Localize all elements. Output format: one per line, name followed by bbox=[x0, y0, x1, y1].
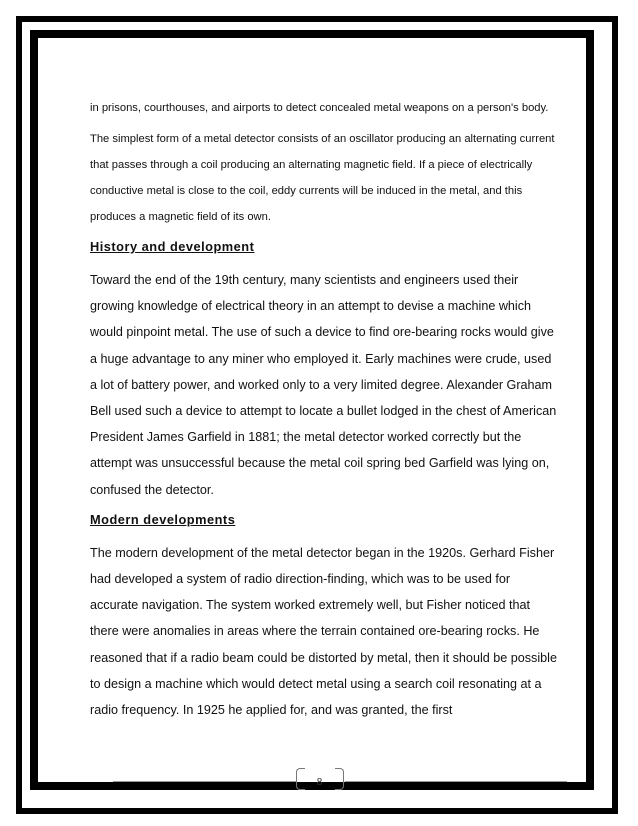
footer-rule-left bbox=[113, 781, 296, 782]
modern-paragraph: The modern development of the metal detector began in the 1920s. Gerhard Fisher had developed a system of radio direction-finding, which was to be used for accurate navigation. The system worked extremely well, but Fisher noticed that there were anomalies in areas where the terrain contained ore-bearing rocks. He reasoned that if a radio beam could be distorted by metal, then it should be possible to design a machine which would detect metal using a search coil resonating at a radio frequency. In 1925 he applied for, and was granted, the first bbox=[90, 545, 557, 718]
history-paragraph: Toward the end of the 19th century, many scientists and engineers used their growing knowledge of electrical theory in an attempt to devise a machine which would pinpoint metal. The use of such a device to find ore-bearing rocks would give a huge advantage to any miner who employed it. Early machines were crude, used a lot of battery power, and worked only to a very limited degree. Alexander Graham Bell used such a device to attempt to locate a bullet lodged in the chest of American President James Garfield in 1881; the metal detector worked correctly but the attempt was unsuccessful because the metal coil spring bed Garfield was lying on, confused the detector. bbox=[90, 273, 557, 497]
modern-heading: Modern developments bbox=[90, 511, 236, 527]
page-number: 8 bbox=[316, 777, 323, 788]
page-content bbox=[90, 95, 560, 729]
intro-paragraph-1: in prisons, courthouses, and airports to detect concealed metal weapons on a person's body. bbox=[90, 102, 549, 114]
intro-paragraph-2: The simplest form of a metal detector consists of an oscillator producing an alternating current that passes through a coil producing an alternating magnetic field. If a piece of electrically conductive metal is close to the coil, eddy currents will be induced in the metal, and this produces a magnetic field of its own. bbox=[90, 133, 555, 223]
page-number-bracket-right bbox=[335, 768, 344, 790]
footer-rule-right bbox=[345, 781, 567, 782]
history-heading: History and development bbox=[90, 239, 255, 254]
